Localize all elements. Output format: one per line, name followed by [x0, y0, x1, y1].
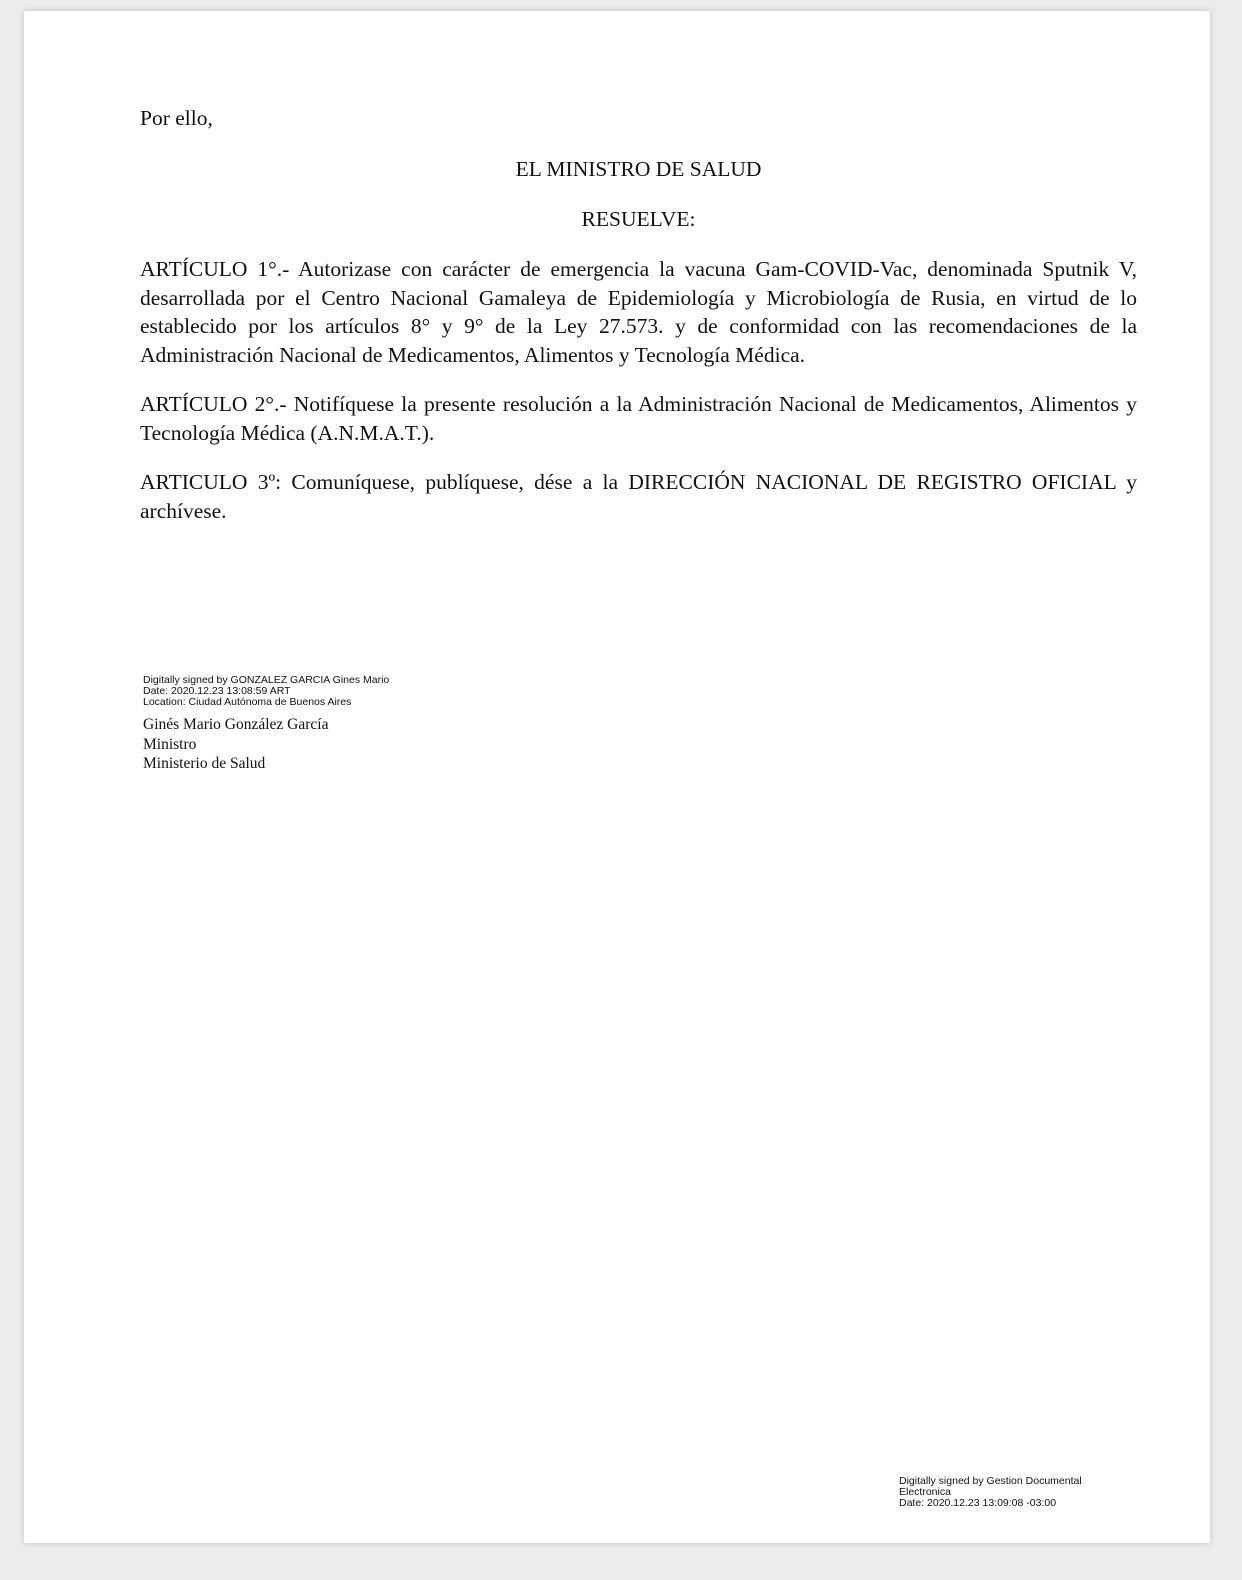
document-page [24, 11, 1210, 1543]
signer-block [143, 715, 329, 774]
article-1: ARTÍCULO 1°.- Autorizase con carácter de emergencia la vacuna Gam-COVID-Vac, denominada Sputnik V, desarrollada por el Centro Nacional Gamaleya de Epidemiología y Microbiología de Rusia, en virtud de lo establecido por los artículos 8° y 9° de la Ley 27.573. y de conformidad con las recomendaciones de la Administración Nacional de Medicamentos, Alimentos y Tecnología Médica. [140, 257, 1137, 367]
signature-location: Location: Ciudad Autónoma de Buenos Aires [143, 696, 352, 708]
gde-signature-date: Date: 2020.12.23 13:09:08 -03:00 [899, 1497, 1057, 1509]
opening-text: Por ello, [140, 106, 213, 130]
minister-digital-signature [143, 675, 389, 708]
article-2: ARTÍCULO 2°.- Notifíquese la presente resolución a la Administración Nacional de Medicamentos, Alimentos y Tecnología Médica (A.N.M.A.T.). [140, 392, 1137, 445]
resolve-heading: RESUELVE: [581, 207, 696, 231]
signer-name: Ginés Mario González García [143, 716, 329, 733]
signer-organization: Ministerio de Salud [143, 755, 266, 772]
signer-title: Ministro [143, 735, 197, 753]
gde-digital-signature [899, 1476, 1082, 1509]
gde-signed-by-line1: Digitally signed by Gestion Documental [899, 1475, 1082, 1487]
gde-signed-by-line2: Electronica [899, 1486, 951, 1498]
signature-signed-by: Digitally signed by GONZALEZ GARCIA Gines Mario [143, 674, 390, 686]
article-3: ARTICULO 3º: Comuníquese, publíquese, dése a la DIRECCIÓN NACIONAL DE REGISTRO OFICIAL y archívese. [140, 470, 1137, 523]
signature-date: Date: 2020.12.23 13:08:59 ART [143, 685, 291, 697]
authority-heading: EL MINISTRO DE SALUD [515, 157, 762, 181]
